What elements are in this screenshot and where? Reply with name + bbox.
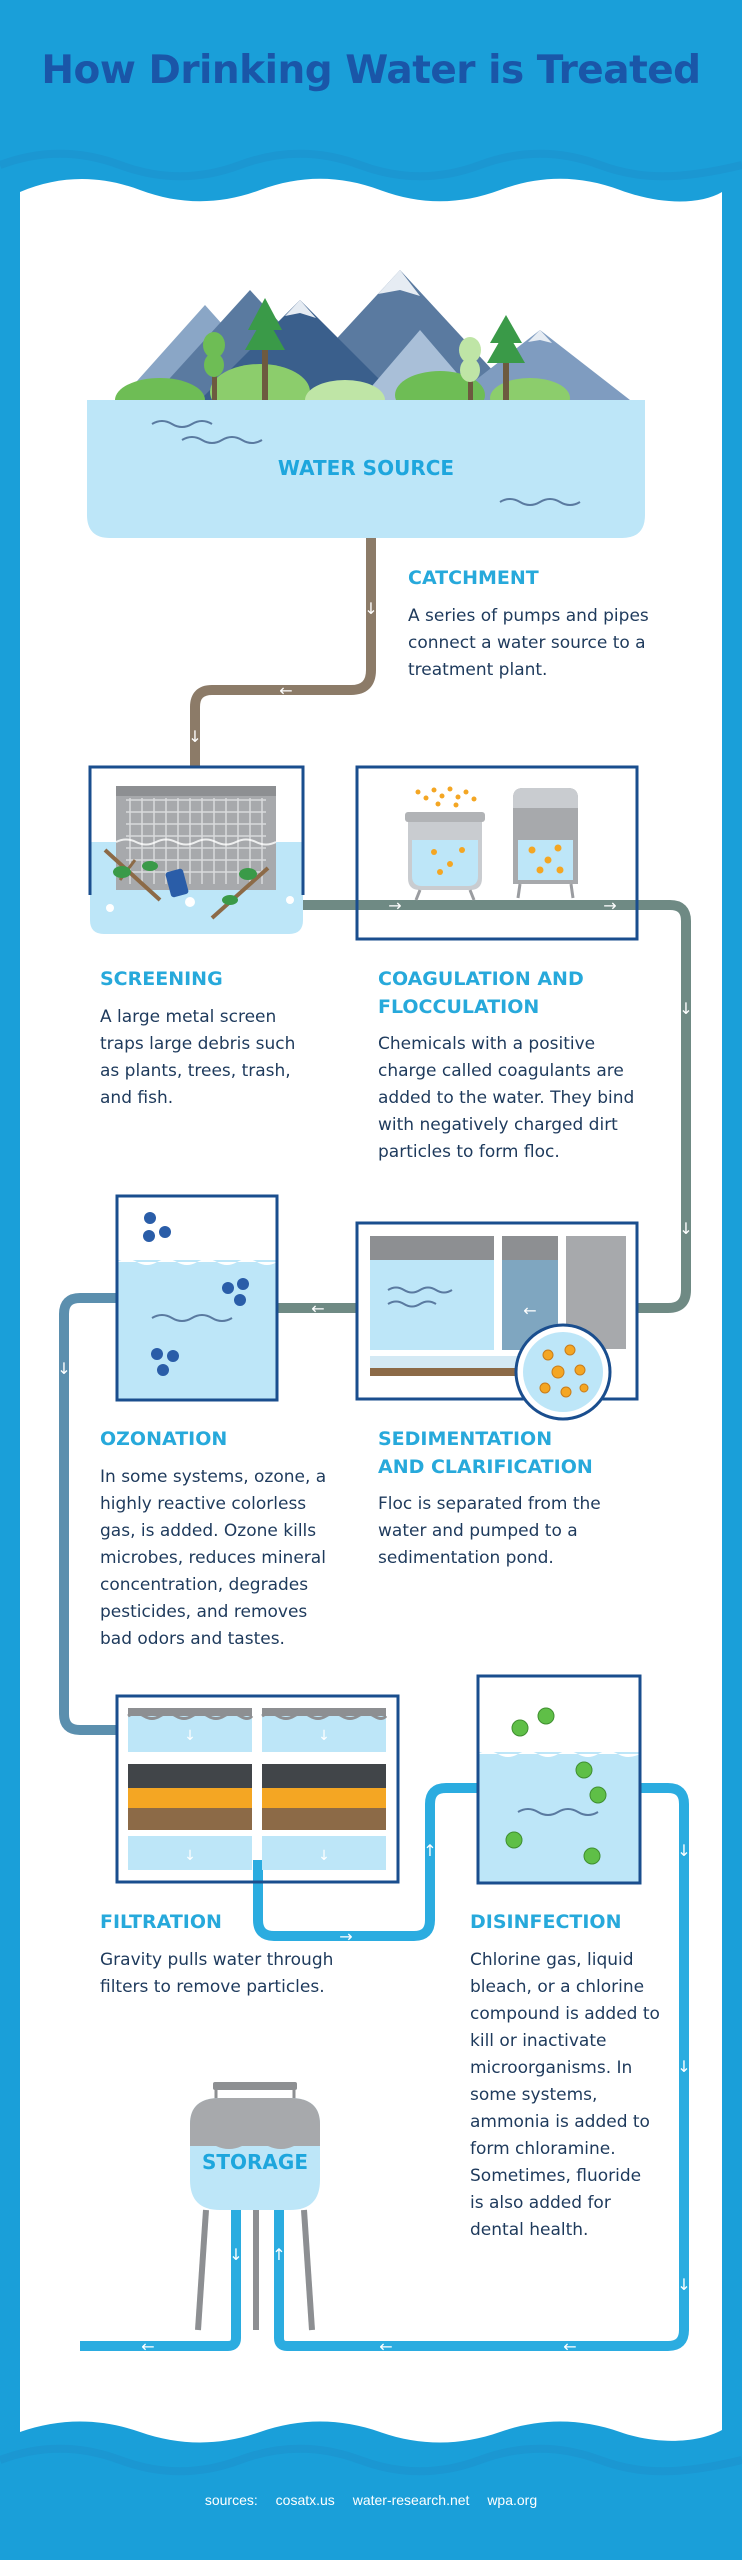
screening-title: SCREENING (100, 968, 223, 990)
flow-arrow-icon: ↑ (272, 2245, 286, 2264)
filter-column (128, 1708, 252, 1870)
filtration-title: FILTRATION (100, 1911, 222, 1933)
flow-arrow-icon: ← (563, 2337, 577, 2356)
page-title: How Drinking Water is Treated (41, 48, 701, 93)
top-wave (0, 154, 742, 177)
flow-arrow-icon: ↓ (677, 1841, 691, 1860)
disinfection-illustration (478, 1676, 640, 1883)
flow-arrow-icon: ↓ (677, 2275, 691, 2294)
sedimentation-title: SEDIMENTATION AND CLARIFICATION (378, 1428, 593, 1478)
flow-arrow-icon: ↓ (318, 1728, 330, 1744)
screening-body: A large metal screen traps large debris such as plants, trees, trash, and fish. (100, 1007, 296, 1108)
coagulation-body: Chemicals with a positive charge called coagulants are added to the water. They bind with negatively charged dirt particles to form floc. (378, 1034, 635, 1162)
flow-arrow-icon: ← (523, 1301, 537, 1320)
flow-arrow-icon: ← (379, 2337, 393, 2356)
flow-arrow-icon: ↓ (679, 1219, 693, 1238)
flow-arrow-icon: → (339, 1927, 353, 1946)
source-link: water-research.net (352, 2492, 470, 2508)
flow-arrow-icon: ← (279, 681, 293, 700)
flow-arrow-icon: ← (141, 2337, 155, 2356)
flow-arrow-icon: ↓ (364, 599, 378, 618)
flow-arrow-icon: ↓ (679, 999, 693, 1018)
flow-arrow-icon: ↓ (229, 2245, 243, 2264)
sources-label: sources: (204, 2492, 258, 2508)
source-link: wpa.org (487, 2492, 538, 2508)
catchment-title: CATCHMENT (408, 567, 539, 589)
flow-arrow-icon: ↓ (184, 1728, 196, 1744)
disinfection-body: Chlorine gas, liquid bleach, or a chlorine compound is added to kill or inactivate microorganisms. In some systems, ammonia is added to form chloramine. Sometimes, fluoride is also added for dental health. (470, 1950, 660, 2240)
source-link: cosatx.us (275, 2492, 335, 2508)
bottom-wave (0, 2449, 742, 2472)
filtration-body: Gravity pulls water through filters to remove particles. (100, 1950, 334, 1997)
ozonation-illustration (117, 1196, 277, 1400)
sedimentation-body: Floc is separated from the water and pumped to a sedimentation pond. (378, 1494, 601, 1568)
filter-column (262, 1708, 386, 1870)
ozonation-body: In some systems, ozone, a highly reactive colorless gas, is added. Ozone kills microbes, reduces mineral concentration, degrades pesticides, and removes bad odors and tastes. (100, 1467, 327, 1649)
ozonation-title: OZONATION (100, 1428, 228, 1450)
flow-arrow-icon: → (388, 896, 402, 915)
water-source-label: WATER SOURCE (277, 456, 455, 480)
coagulation-title: COAGULATION AND FLOCCULATION (378, 968, 584, 1018)
flow-arrow-icon: ↑ (423, 1841, 437, 1860)
screening-illustration (90, 767, 303, 934)
flow-arrow-icon: ← (311, 1299, 325, 1318)
flow-arrow-icon: ↓ (188, 727, 202, 746)
flow-arrow-icon: ↓ (184, 1848, 196, 1864)
storage-label: STORAGE (201, 2150, 308, 2174)
disinfection-title: DISINFECTION (470, 1911, 622, 1933)
flow-arrow-icon: ↓ (57, 1359, 71, 1378)
flow-arrow-icon: → (603, 896, 617, 915)
sources-footer (0, 2492, 742, 2508)
catchment-body: A series of pumps and pipes connect a water source to a treatment plant. (408, 606, 649, 680)
flow-arrow-icon: ↓ (318, 1848, 330, 1864)
flow-arrow-icon: ↓ (677, 2057, 691, 2076)
